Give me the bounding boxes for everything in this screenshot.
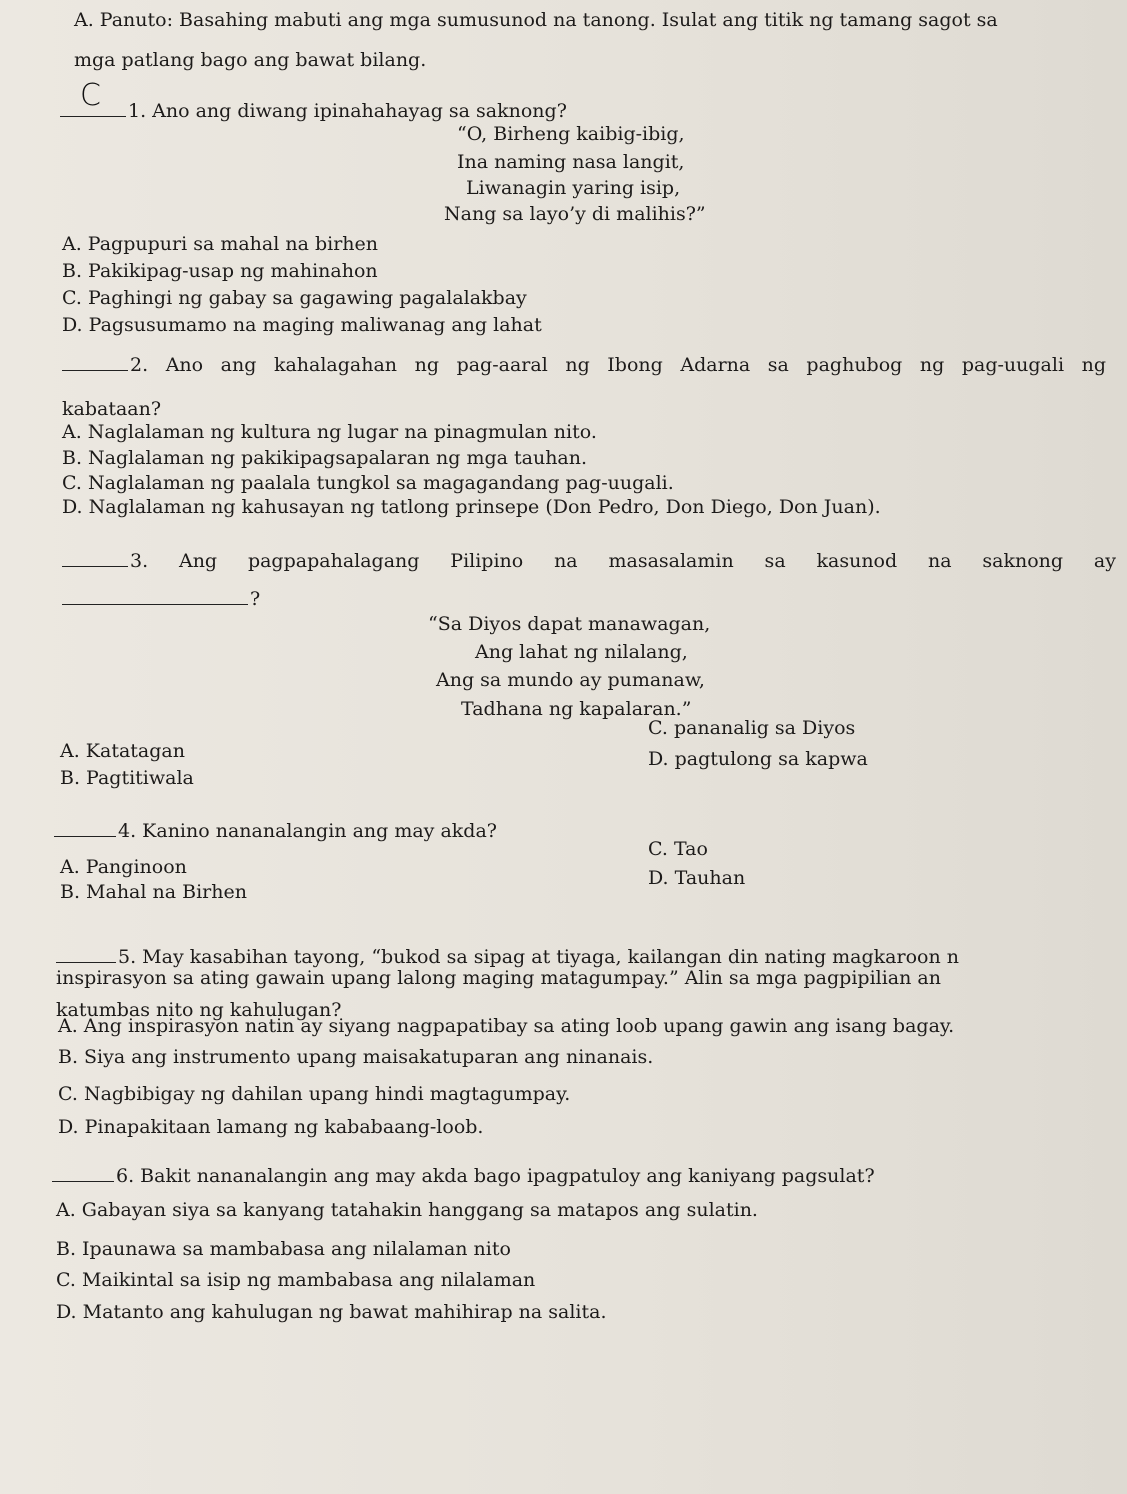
handwritten-answer-1: C bbox=[80, 78, 101, 113]
poem-1-line-4: Nang sa layo’y di malihis?” bbox=[444, 203, 706, 225]
question-5-line-2: inspirasyon sa ating gawain upang lalong maging matagumpay.” Alin sa mga pagpipilian an bbox=[56, 967, 941, 989]
q5-choice-b: B. Siya ang instrumento upang maisakatuparan ang ninanais. bbox=[58, 1046, 654, 1068]
answer-blank-4[interactable] bbox=[54, 818, 116, 837]
q1-choice-a: A. Pagpupuri sa mahal na birhen bbox=[62, 233, 379, 255]
q6-choice-b: B. Ipaunawa sa mambabasa ang nilalaman nito bbox=[56, 1238, 511, 1260]
q3-choice-d: D. pagtulong sa kapwa bbox=[648, 748, 868, 770]
poem-3-line-3: Ang sa mundo ay pumanaw, bbox=[436, 669, 705, 691]
q6-choice-c: C. Maikintal sa isip ng mambabasa ang nilalaman bbox=[56, 1269, 536, 1291]
question-2 bbox=[62, 352, 1106, 377]
poem-3-line-2: Ang lahat ng nilalang, bbox=[475, 641, 688, 663]
q1-choice-c: C. Paghingi ng gabay sa gagawing pagalalakbay bbox=[62, 287, 527, 309]
answer-blank-1[interactable] bbox=[60, 78, 126, 117]
q2-choice-c: C. Naglalaman ng paalala tungkol sa magagandang pag-uugali. bbox=[62, 472, 674, 494]
answer-blank-3[interactable] bbox=[62, 548, 128, 567]
question-3-text: 3. Ang pagpapahalagang Pilipino na masasalamin sa kasunod na saknong ay bbox=[130, 550, 1116, 572]
q1-choice-b: B. Pakikipag-usap ng mahinahon bbox=[62, 260, 378, 282]
question-3-end: ? bbox=[250, 588, 261, 610]
q2-choice-a: A. Naglalaman ng kultura ng lugar na pinagmulan nito. bbox=[62, 421, 597, 443]
instruction-line-2: mga patlang bago ang bawat bilang. bbox=[74, 49, 427, 71]
question-2-text: 2. Ano ang kahalagahan ng pag-aaral ng Ibong Adarna sa paghubog ng pag-uugali ng bbox=[130, 354, 1106, 376]
q1-choice-d: D. Pagsusumamo na maging maliwanag ang lahat bbox=[62, 314, 542, 336]
answer-blank-2[interactable] bbox=[62, 352, 128, 371]
question-5-line-3: katumbas nito ng kahulugan? bbox=[56, 999, 342, 1021]
q4-choice-a: A. Panginoon bbox=[60, 856, 187, 878]
question-1 bbox=[60, 78, 567, 123]
poem-3-line-4: Tadhana ng kapalaran.” bbox=[461, 698, 692, 720]
question-3-line-2 bbox=[62, 586, 260, 611]
q4-choice-c: C. Tao bbox=[648, 838, 708, 860]
poem-1-line-2: Ina naming nasa langit, bbox=[457, 151, 685, 173]
question-2-line-2: kabataan? bbox=[62, 398, 162, 420]
poem-3-line-1: “Sa Diyos dapat manawagan, bbox=[428, 613, 711, 635]
q3-choice-b: B. Pagtitiwala bbox=[60, 767, 194, 789]
q5-choice-c: C. Nagbibigay ng dahilan upang hindi magtagumpay. bbox=[58, 1083, 571, 1105]
q5-choice-a: A. Ang inspirasyon natin ay siyang nagpapatibay sa ating loob upang gawin ang isang bagay. bbox=[58, 1015, 955, 1037]
instruction-line-1: A. Panuto: Basahing mabuti ang mga sumusunod na tanong. Isulat ang titik ng tamang sagot sa bbox=[74, 9, 998, 31]
question-1-text: 1. Ano ang diwang ipinahahayag sa saknong? bbox=[128, 100, 567, 122]
question-5-text: 5. May kasabihan tayong, “bukod sa sipag at tiyaga, kailangan din nating magkaroon n bbox=[118, 946, 959, 968]
q3-choice-a: A. Katatagan bbox=[60, 740, 185, 762]
question-6 bbox=[52, 1163, 875, 1188]
q3-choice-c: C. pananalig sa Diyos bbox=[648, 717, 856, 739]
q6-choice-a: A. Gabayan siya sa kanyang tatahakin hanggang sa matapos ang sulatin. bbox=[56, 1199, 758, 1221]
question-3 bbox=[62, 548, 1116, 573]
q6-choice-d: D. Matanto ang kahulugan ng bawat mahihirap na salita. bbox=[56, 1301, 607, 1323]
q2-choice-b: B. Naglalaman ng pakikipagsapalaran ng mga tauhan. bbox=[62, 447, 588, 469]
question-6-text: 6. Bakit nananalangin ang may akda bago ipagpatuloy ang kaniyang pagsulat? bbox=[116, 1165, 875, 1187]
q4-choice-d: D. Tauhan bbox=[648, 867, 746, 889]
question-4 bbox=[54, 818, 497, 843]
answer-blank-5[interactable] bbox=[56, 944, 116, 963]
q2-choice-d: D. Naglalaman ng kahusayan ng tatlong prinsepe (Don Pedro, Don Diego, Don Juan). bbox=[62, 496, 881, 518]
answer-blank-6[interactable] bbox=[52, 1163, 114, 1182]
q5-choice-d: D. Pinapakitaan lamang ng kababaang-loob. bbox=[58, 1116, 484, 1138]
question-4-text: 4. Kanino nananalangin ang may akda? bbox=[118, 820, 497, 842]
poem-1-line-1: “O, Birheng kaibig-ibig, bbox=[457, 123, 685, 145]
q4-choice-b: B. Mahal na Birhen bbox=[60, 881, 247, 903]
answer-blank-3b[interactable] bbox=[62, 586, 248, 605]
poem-1-line-3: Liwanagin yaring isip, bbox=[466, 177, 681, 199]
